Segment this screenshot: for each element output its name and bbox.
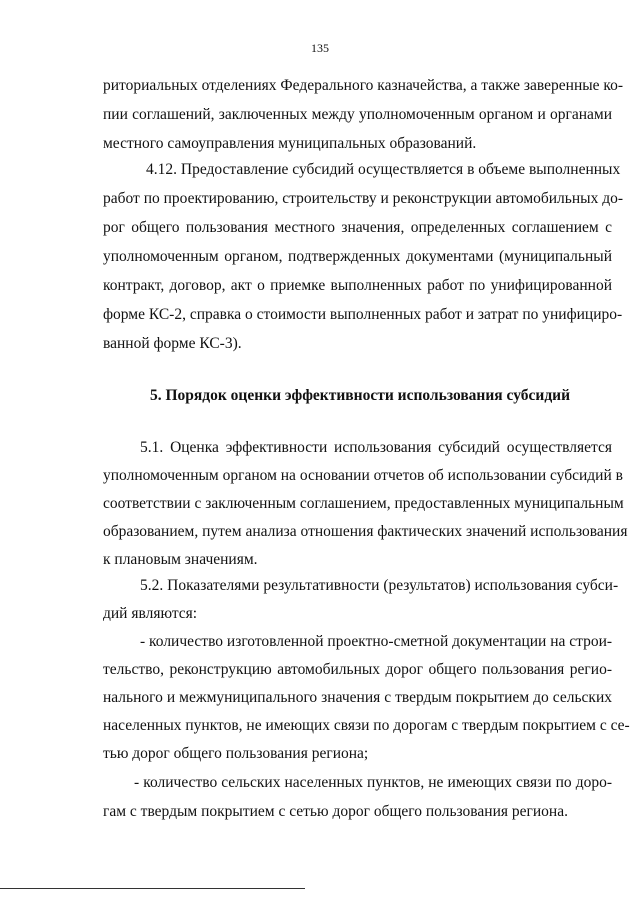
text-line: населенных пунктов, не имеющих связи по дорогам с твердым покрытием с се- <box>103 717 630 734</box>
text-line: уполномоченным органом на основании отчетов об использовании субсидий в <box>103 467 623 484</box>
footer-divider <box>0 888 305 889</box>
page-number: 135 <box>311 41 329 55</box>
text-line: гам с твердым покрытием с сетью дорог общего пользования региона. <box>103 803 568 820</box>
text-line: тью дорог общего пользования региона; <box>103 745 369 762</box>
section-heading: 5. Порядок оценки эффективности использования субсидий <box>149 387 571 404</box>
text-line: ванной форме КС-3). <box>103 335 242 352</box>
text-line: соответствии с заключенным соглашением, предоставленных муниципальным <box>103 495 624 512</box>
text-line: 5.2. Показателями результативности (результатов) использования субси- <box>140 577 619 594</box>
text-line: рог общего пользования местного значения, определенных соглашением с <box>103 219 612 236</box>
text-line: - количество сельских населенных пунктов, не имеющих связи по доро- <box>134 774 612 791</box>
text-line: - количество изготовленной проектно-сметной документации на строи- <box>140 633 613 650</box>
text-line: тельство, реконструкцию автомобильных дорог общего пользования регио- <box>103 661 612 678</box>
text-line: 5.1. Оценка эффективности использования субсидий осуществляется <box>140 439 612 456</box>
text-line: риториальных отделениях Федерального казначейства, а также заверенные ко- <box>103 77 624 94</box>
text-line: образованием, путем анализа отношения фактических значений использования <box>103 523 628 540</box>
text-line: уполномоченным органом, подтвержденных документами (муниципальный <box>103 248 612 265</box>
text-line: форме КС-2, справка о стоимости выполненных работ и затрат по унифициро- <box>103 306 623 323</box>
text-line: к плановым значениям. <box>103 551 258 568</box>
text-line: контракт, договор, акт о приемке выполненных работ по унифицированной <box>103 277 612 294</box>
text-line: нального и межмуниципального значения с твердым покрытием до сельских <box>103 689 612 706</box>
text-line: работ по проектированию, строительству и реконструкции автомобильных до- <box>103 190 623 207</box>
text-line: местного самоуправления муниципальных образований. <box>103 135 477 152</box>
text-line: дий являются: <box>103 605 198 622</box>
text-line: 4.12. Предоставление субсидий осуществляется в объеме выполненных <box>146 161 621 178</box>
text-line: пии соглашений, заключенных между уполномоченным органом и органами <box>103 106 612 123</box>
